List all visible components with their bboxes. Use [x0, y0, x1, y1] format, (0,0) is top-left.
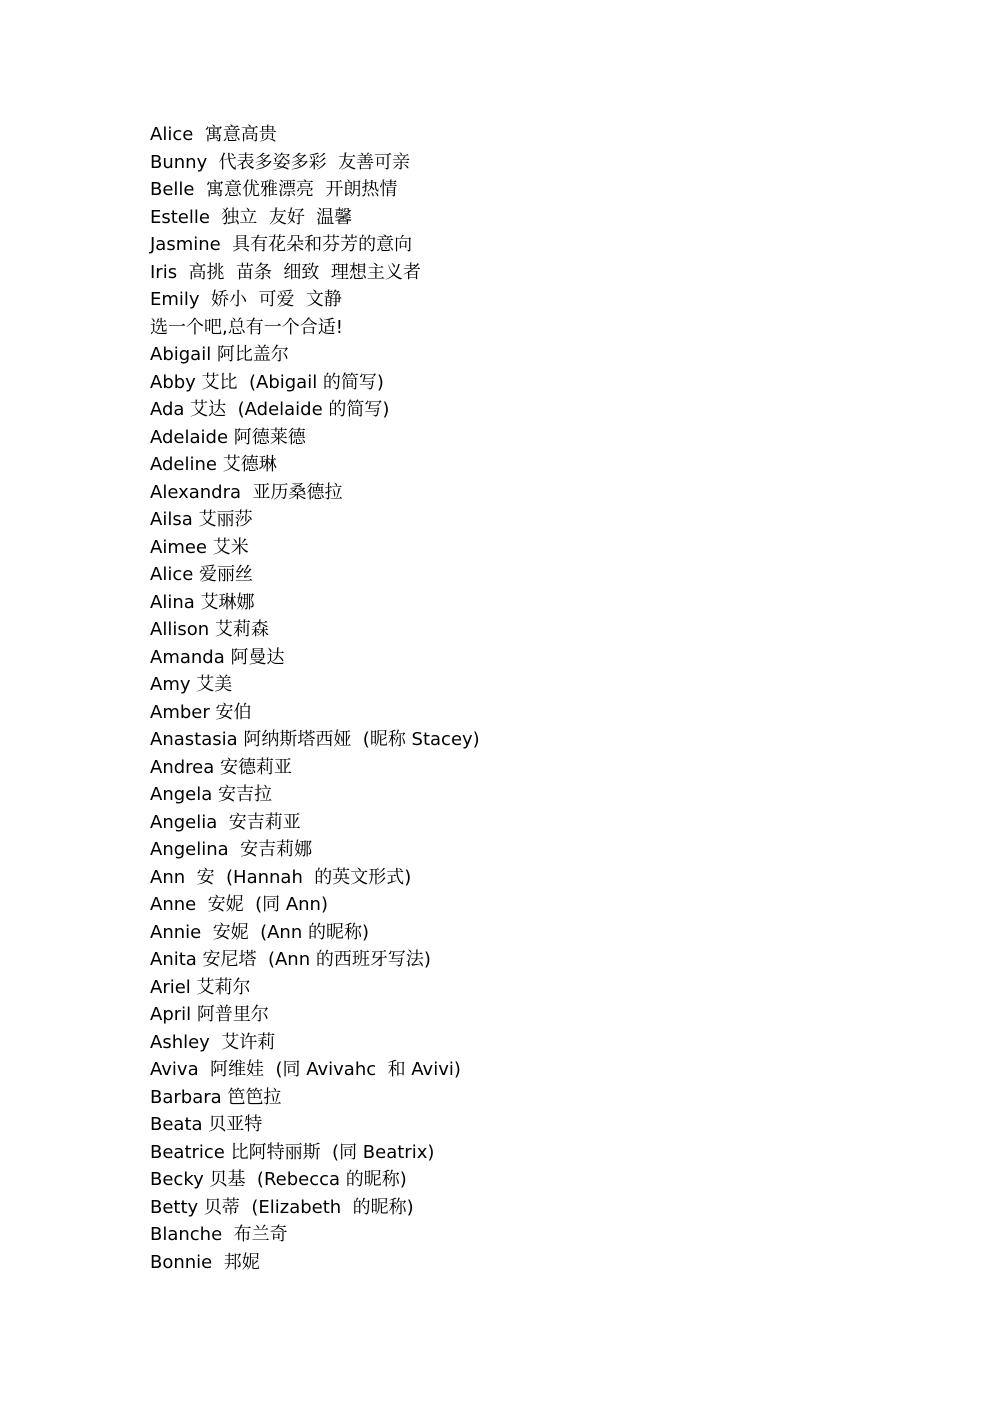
list-item: Amy 艾美: [150, 674, 233, 695]
list-item: Jasmine 具有花朵和芬芳的意向: [150, 234, 413, 255]
list-item: 选一个吧,总有一个合适!: [150, 316, 343, 338]
list-item: Angelia 安吉莉亚: [150, 811, 301, 833]
list-item: Aviva 阿维娃 (同 Avivahc 和 Avivi): [150, 1059, 461, 1080]
list-item: April 阿普里尔: [150, 1004, 269, 1025]
list-item: Anne 安妮 (同 Ann): [150, 894, 328, 915]
list-item: Allison 艾莉森: [150, 619, 269, 640]
list-item: Ada 艾达 (Adelaide 的简写): [150, 399, 390, 420]
list-item: Abigail 阿比盖尔: [150, 344, 289, 365]
list-item: Beatrice 比阿特丽斯 (同 Beatrix): [150, 1141, 435, 1163]
list-item: Barbara 笆笆拉: [150, 1086, 282, 1108]
list-item: Ailsa 艾丽莎: [150, 509, 253, 530]
name-list: [150, 121, 480, 1276]
list-item: Anastasia 阿纳斯塔西娅 (昵称 Stacey): [150, 729, 480, 750]
list-item: Emily 娇小 可爱 文静: [150, 289, 342, 310]
list-item: Bonnie 邦妮: [150, 1251, 260, 1273]
list-item: Angelina 安吉莉娜: [150, 839, 313, 860]
list-item: Ariel 艾莉尔: [150, 976, 251, 998]
list-item: Alina 艾琳娜: [150, 591, 255, 613]
list-item: Abby 艾比 (Abigail 的简写): [150, 371, 384, 393]
list-item: Adelaide 阿德莱德: [150, 426, 306, 448]
list-item: Amber 安伯: [150, 701, 252, 723]
list-item: Amanda 阿曼达: [150, 646, 285, 668]
list-item: Adeline 艾德琳: [150, 454, 277, 475]
list-item: Ann 安 (Hannah 的英文形式): [150, 866, 412, 888]
list-item: Angela 安吉拉: [150, 784, 272, 805]
list-item: Alice 爱丽丝: [150, 564, 254, 585]
list-item: Betty 贝蒂 (Elizabeth 的昵称): [150, 1196, 414, 1218]
list-item: Alice 寓意高贵: [150, 124, 277, 145]
list-item: Annie 安妮 (Ann 的昵称): [150, 921, 369, 943]
list-item: Belle 寓意优雅漂亮 开朗热情: [150, 179, 398, 200]
list-item: Andrea 安德莉亚: [150, 756, 292, 778]
list-item: Becky 贝基 (Rebecca 的昵称): [150, 1169, 407, 1190]
list-item: Ashley 艾许莉: [150, 1031, 276, 1053]
list-item: Beata 贝亚特: [150, 1114, 263, 1135]
list-item: Anita 安尼塔 (Ann 的西班牙写法): [150, 949, 431, 970]
list-item: Estelle 独立 友好 温馨: [150, 206, 353, 228]
list-item: Blanche 布兰奇: [150, 1224, 288, 1245]
list-item: Bunny 代表多姿多彩 友善可亲: [150, 151, 411, 173]
list-item: Aimee 艾米: [150, 536, 249, 558]
list-item: Alexandra 亚历桑德拉: [150, 481, 343, 503]
list-item: Iris 高挑 苗条 细致 理想主义者: [150, 261, 421, 283]
